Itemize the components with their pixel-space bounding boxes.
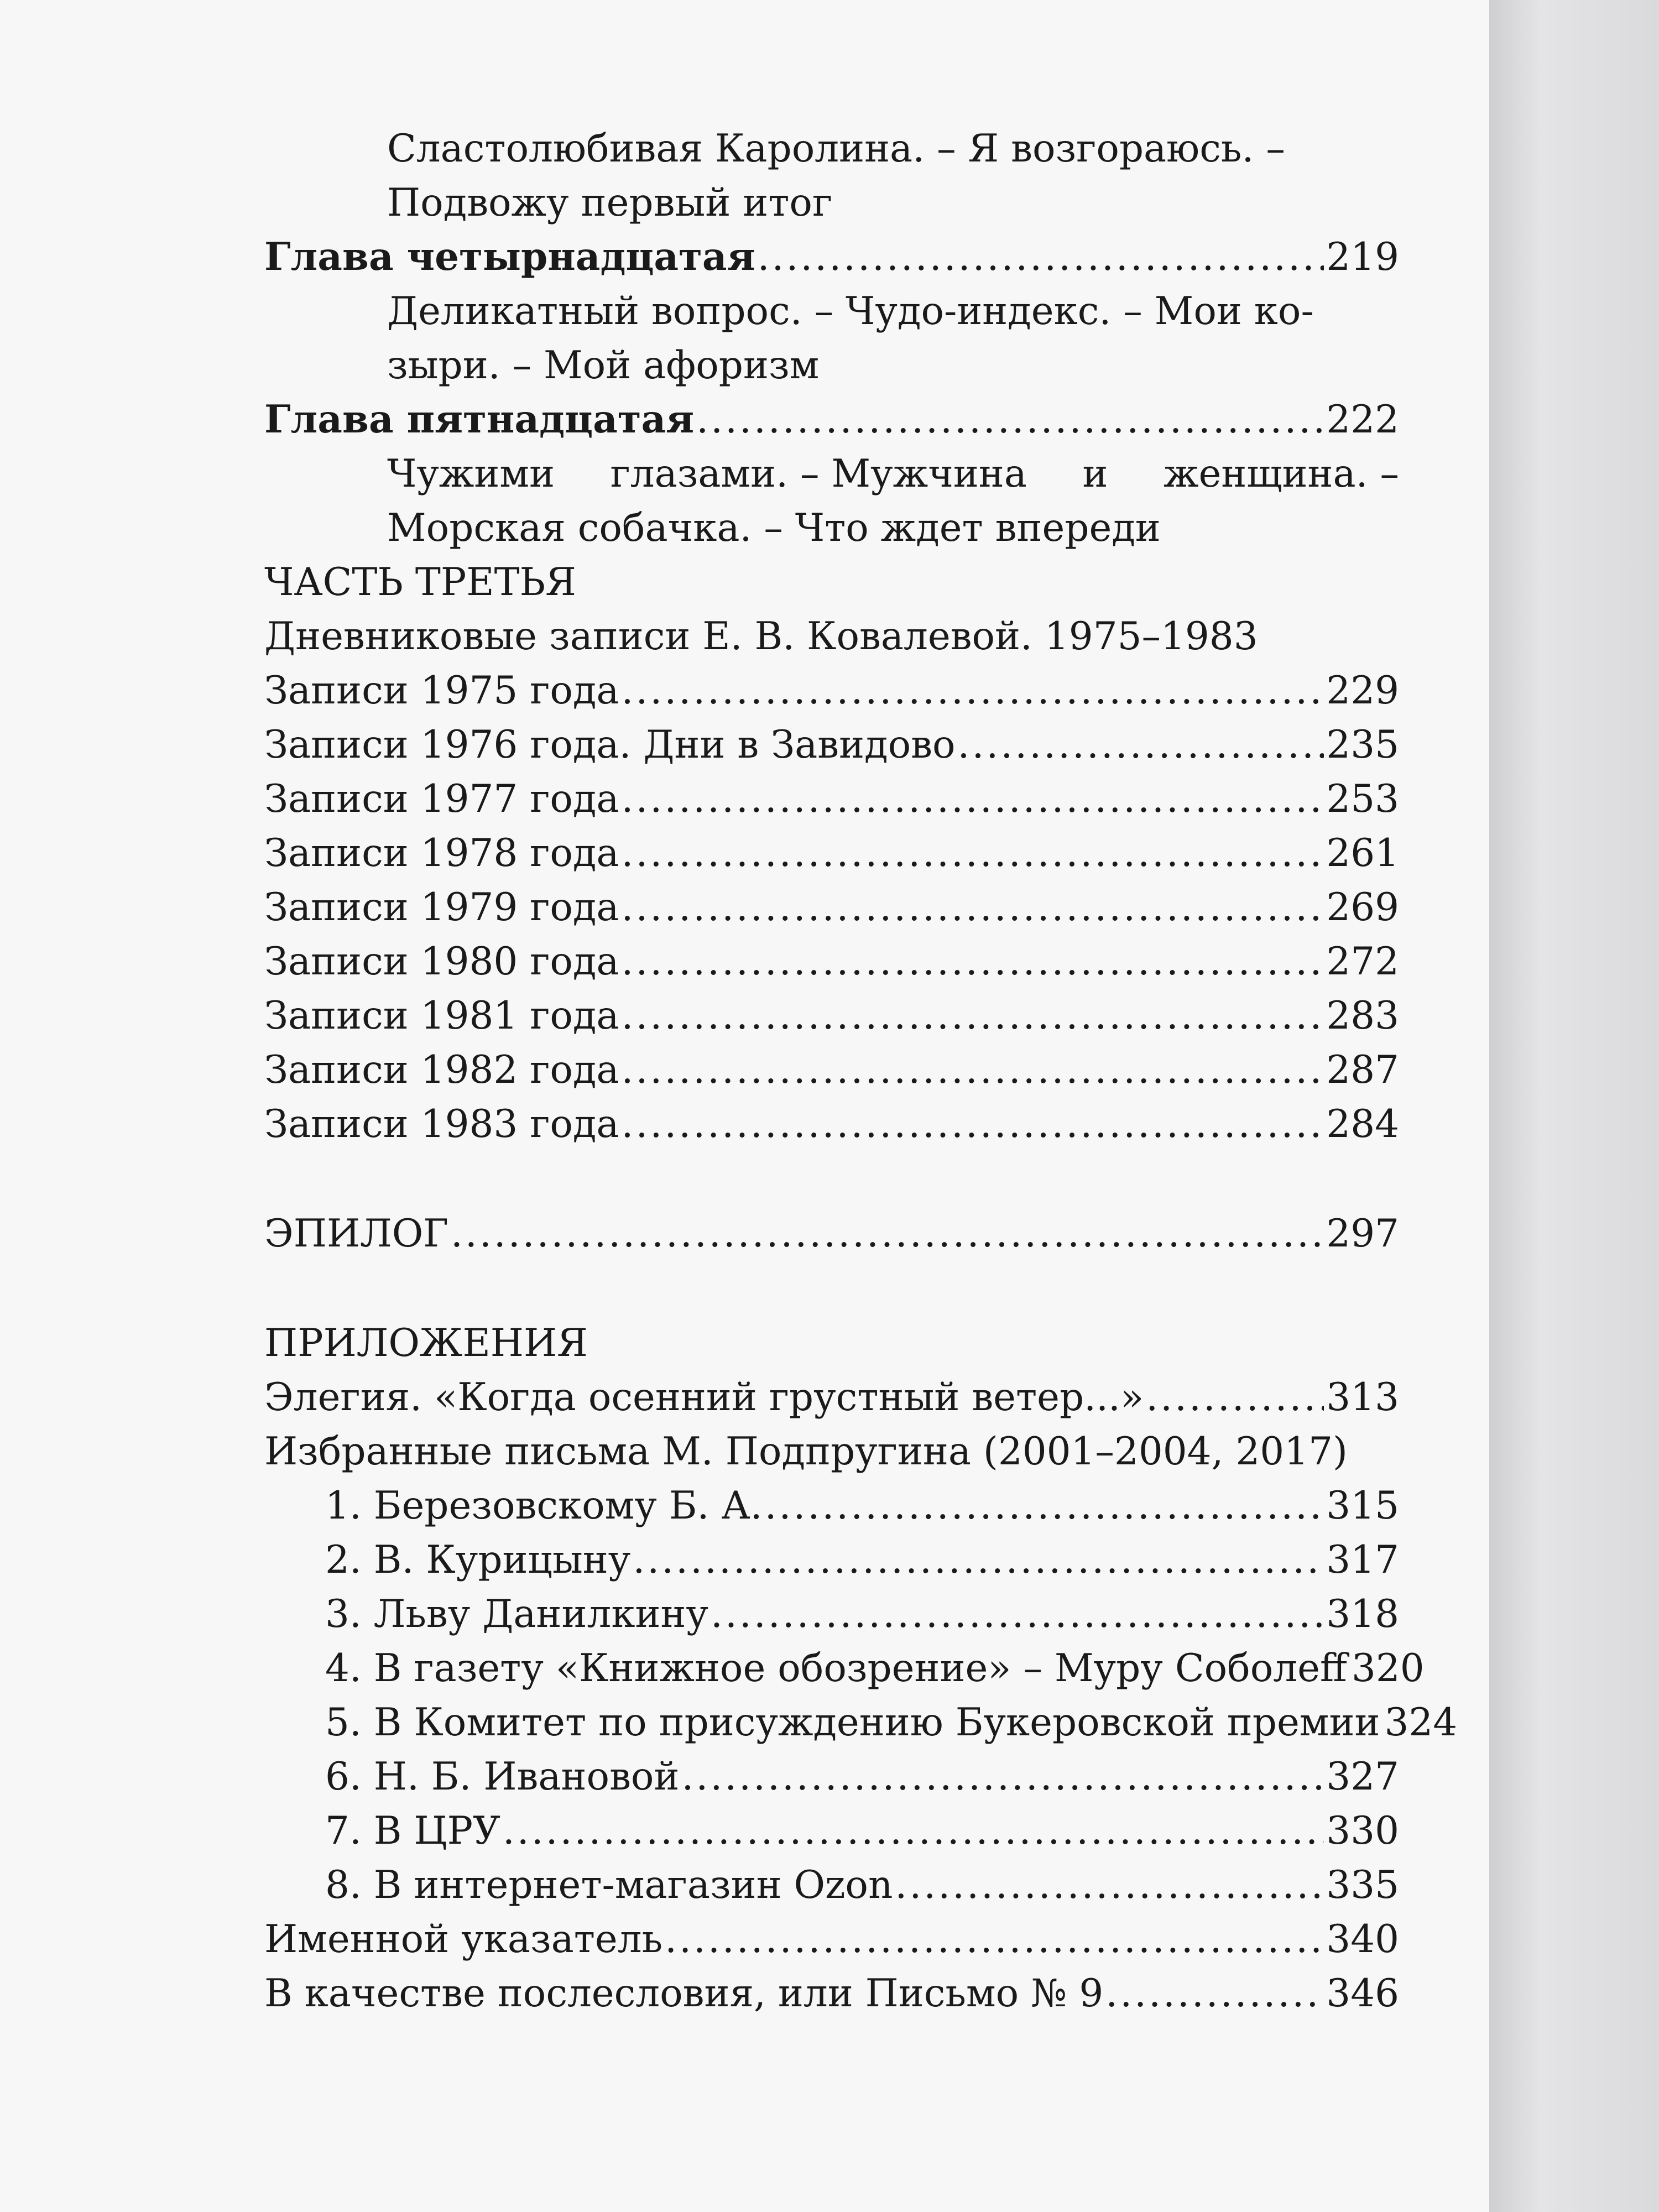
- page-number: 313: [1326, 1375, 1399, 1420]
- toc-entry-letter: [264, 1858, 1399, 1912]
- chapter-title: Глава четырнадцатая: [264, 234, 755, 279]
- appendices-heading: ПРИЛОЖЕНИЯ: [264, 1321, 588, 1365]
- toc-entry: [264, 1043, 1399, 1097]
- page-number: 327: [1326, 1755, 1399, 1799]
- entry-title: 6. Н. Б. Ивановой: [325, 1755, 680, 1799]
- page-number: 340: [1326, 1917, 1399, 1961]
- toc-entry-afterword: [264, 1966, 1399, 2021]
- toc-entry-chapter-14: [264, 230, 1399, 284]
- page-number: 284: [1326, 1102, 1399, 1146]
- chapter-title: Глава пятнадцатая: [264, 397, 695, 442]
- entry-title: Записи 1978 года: [264, 831, 619, 875]
- entry-title: Записи 1980 года: [264, 940, 619, 984]
- toc-entry: [264, 664, 1399, 718]
- dot-leader: [633, 1533, 1324, 1587]
- table-of-contents: [264, 122, 1458, 2021]
- part-three-heading: ЧАСТЬ ТРЕТЬЯ: [264, 560, 576, 604]
- entry-title: 3. Льву Данилкину: [325, 1592, 709, 1636]
- toc-entry-letter: [264, 1695, 1458, 1750]
- toc-entry-epilogue: [264, 1207, 1399, 1261]
- chapter-14-description-cont: зыри. – Мой афоризм: [387, 343, 820, 388]
- entry-title: 2. В. Курицыну: [325, 1538, 631, 1582]
- toc-entry: [264, 772, 1399, 826]
- toc-entry-chapter-15: [264, 393, 1399, 447]
- dot-leader: [622, 1043, 1324, 1097]
- page-number: 324: [1384, 1700, 1458, 1745]
- entry-title: ЭПИЛОГ: [264, 1212, 448, 1256]
- page-number: 272: [1326, 940, 1399, 984]
- page-number: 269: [1326, 885, 1399, 930]
- entry-title: 5. В Комитет по присуждению Букеровской премии: [325, 1700, 1380, 1745]
- part-three-subtitle: Дневниковые записи Е. В. Ковалевой. 1975–1983: [264, 614, 1258, 659]
- entry-title: Записи 1983 года: [264, 1102, 619, 1146]
- dot-leader: [622, 664, 1324, 718]
- dot-leader: [622, 935, 1324, 989]
- toc-entry: [264, 718, 1399, 772]
- entry-title: Записи 1976 года. Дни в Завидово: [264, 723, 956, 767]
- dot-leader: [1105, 1966, 1324, 2021]
- toc-entry: [264, 935, 1399, 989]
- entry-title: 4. В газету «Книжное обозрение» – Муру Соболеff: [325, 1646, 1347, 1691]
- toc-entry-letter: [264, 1587, 1399, 1641]
- toc-entry-letter: [264, 1641, 1425, 1695]
- dot-leader: [758, 230, 1324, 284]
- entry-title: Записи 1981 года: [264, 994, 619, 1038]
- page-number: 320: [1351, 1646, 1425, 1691]
- toc-entry-elegy: [264, 1370, 1399, 1425]
- dot-leader: [503, 1804, 1324, 1858]
- letters-heading: Избранные письма М. Подпругина (2001–2004, 2017): [264, 1430, 1348, 1474]
- chapter-14-description: Деликатный вопрос. – Чудо-индекс. – Мои ко-: [387, 289, 1314, 333]
- page-edge: [1489, 0, 1659, 2212]
- dot-leader: [681, 1750, 1324, 1804]
- page-number: 318: [1326, 1592, 1399, 1636]
- toc-entry: [264, 1097, 1399, 1151]
- page-number: 297: [1326, 1212, 1399, 1256]
- toc-entry: [264, 880, 1399, 935]
- toc-entry: [264, 989, 1399, 1043]
- dot-leader: [665, 1912, 1324, 1966]
- dot-leader: [622, 772, 1324, 826]
- entry-title: В качестве послесловия, или Письмо № 9: [264, 1971, 1104, 2016]
- dot-leader: [765, 1479, 1324, 1533]
- toc-entry-name-index: [264, 1912, 1399, 1966]
- entry-title: 1. Березовскому Б. А.: [325, 1484, 763, 1528]
- page-number: 335: [1326, 1863, 1399, 1907]
- dot-leader: [1146, 1370, 1324, 1425]
- entry-title: Записи 1977 года: [264, 777, 619, 821]
- entry-title: 7. В ЦРУ: [325, 1809, 500, 1853]
- page-number: 253: [1326, 777, 1399, 821]
- dot-leader: [622, 989, 1324, 1043]
- chapter-13-description: Сластолюбивая Каролина. – Я возгораюсь. –: [387, 127, 1285, 171]
- page-number: 315: [1326, 1484, 1399, 1528]
- dot-leader: [696, 393, 1324, 447]
- entry-title: Записи 1975 года: [264, 669, 619, 713]
- chapter-15-description: Чужими глазами. – Мужчина и женщина. –: [387, 452, 1399, 496]
- page-number: 229: [1326, 669, 1399, 713]
- toc-entry-letter: [264, 1804, 1399, 1858]
- toc-entry-letter: [264, 1750, 1399, 1804]
- entry-title: Записи 1979 года: [264, 885, 619, 930]
- dot-leader: [958, 718, 1324, 772]
- page-number: 235: [1326, 723, 1399, 767]
- page-number: 222: [1326, 398, 1399, 442]
- toc-entry-letter: [264, 1533, 1399, 1587]
- page-number: 219: [1326, 235, 1399, 279]
- chapter-15-description-cont: Морская собачка. – Что ждет впереди: [387, 506, 1161, 550]
- dot-leader: [711, 1587, 1324, 1641]
- page-number: 330: [1326, 1809, 1399, 1853]
- chapter-13-description-cont: Подвожу первый итог: [387, 181, 833, 225]
- dot-leader: [895, 1858, 1324, 1912]
- dot-leader: [622, 880, 1324, 935]
- page-number: 261: [1326, 831, 1399, 875]
- entry-title: Записи 1982 года: [264, 1048, 619, 1092]
- page-number: 287: [1326, 1048, 1399, 1092]
- page-number: 317: [1326, 1538, 1399, 1582]
- toc-entry: [264, 826, 1399, 880]
- page-number: 346: [1326, 1971, 1399, 2016]
- page-number: 283: [1326, 994, 1399, 1038]
- entry-title: Именной указатель: [264, 1917, 663, 1961]
- toc-entry-letter: [264, 1479, 1399, 1533]
- entry-title: 8. В интернет-магазин Ozon: [325, 1863, 893, 1907]
- dot-leader: [451, 1207, 1324, 1261]
- dot-leader: [622, 1097, 1324, 1151]
- entry-title: Элегия. «Когда осенний грустный ветер...»: [264, 1375, 1144, 1420]
- dot-leader: [622, 826, 1324, 880]
